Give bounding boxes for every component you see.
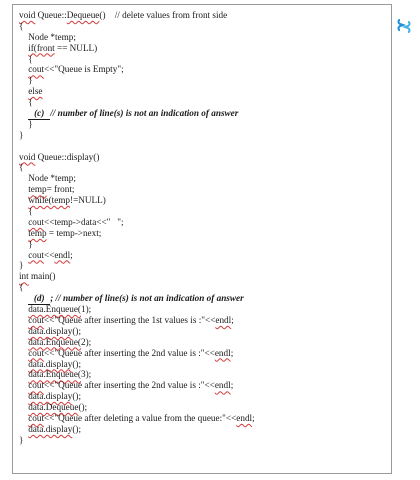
code-line — [19, 369, 391, 380]
code-token: << — [44, 249, 55, 260]
code-token — [19, 326, 28, 337]
code-token: endl — [54, 249, 71, 260]
code-token: <<"Queue after inserting the 2nd value is :"<< — [44, 347, 215, 358]
code-token: Node *temp; — [19, 173, 76, 184]
code-line — [19, 424, 391, 435]
code-token: <<"Queue after inserting the 1st values is :"<< — [44, 314, 216, 325]
code-token — [19, 413, 28, 424]
code-token — [19, 315, 28, 326]
code-line — [19, 413, 391, 424]
code-token — [19, 108, 28, 119]
code-token: data.Enqueue( — [28, 336, 81, 347]
code-line — [19, 217, 391, 228]
code-line — [19, 348, 391, 359]
code-line — [19, 130, 391, 141]
code-token: } — [19, 75, 33, 86]
code-token — [19, 217, 28, 228]
code-token: <<temp->data<<" "; — [44, 216, 124, 227]
code-token — [19, 348, 28, 359]
code-token: cout — [28, 412, 45, 423]
code-token: Queue::display() — [35, 151, 100, 162]
code-token: <<"Queue is Empty"; — [44, 64, 124, 75]
code-token: endl — [214, 347, 231, 358]
code-token: (); — [72, 358, 81, 369]
annotation-comment: ; // number of line(s) is not an indication of answer — [50, 293, 244, 304]
code-line — [19, 282, 391, 293]
code-line — [19, 304, 391, 315]
code-token: 3); — [81, 369, 92, 380]
code-line — [19, 141, 391, 152]
code-line — [19, 337, 391, 348]
code-token — [19, 195, 28, 206]
code-token: void — [19, 10, 36, 20]
code-token: cout — [28, 347, 45, 358]
code-token: cout — [28, 314, 45, 325]
code-token: { — [19, 282, 24, 293]
code-line — [19, 206, 391, 217]
code-line — [19, 184, 391, 195]
code-token: { — [19, 206, 33, 217]
answer-blank[interactable]: (d) — [28, 293, 50, 305]
code-token: = temp->next; — [46, 227, 102, 238]
code-token: cout — [28, 380, 45, 391]
code-token — [19, 424, 28, 435]
code-token: 1); — [81, 304, 92, 315]
code-token: !=NULL) — [70, 195, 106, 206]
code-token: 2); — [81, 336, 92, 347]
code-token — [19, 402, 28, 413]
code-token: cout — [28, 249, 45, 260]
code-token: temp — [28, 184, 47, 195]
code-token — [19, 228, 28, 239]
code-token: cout — [28, 216, 45, 227]
code-token: else — [28, 86, 43, 97]
code-token: data.display — [28, 423, 73, 434]
code-line — [19, 173, 391, 184]
code-token: if(front — [28, 42, 55, 53]
code-token: data.Enqueue( — [28, 304, 81, 315]
code-token: (); — [72, 391, 81, 402]
code-token: ; — [70, 249, 73, 260]
code-listing — [19, 10, 391, 446]
code-line — [19, 326, 391, 337]
code-token: (); — [78, 402, 88, 413]
code-token: == NULL) — [54, 42, 98, 53]
code-line — [19, 43, 391, 54]
code-line — [19, 54, 391, 65]
code-token: int — [19, 271, 29, 282]
code-line — [19, 359, 391, 370]
code-token — [19, 43, 28, 54]
code-token: endl — [215, 314, 232, 325]
code-token: { — [19, 20, 24, 31]
code-line — [19, 250, 391, 261]
code-token: ; — [230, 380, 234, 391]
code-token — [19, 380, 28, 391]
code-token: while(temp — [28, 195, 71, 206]
code-line — [19, 239, 391, 250]
code-token — [19, 293, 28, 304]
code-line — [19, 97, 391, 108]
code-token: } — [19, 238, 33, 249]
code-token: data.display — [28, 391, 73, 402]
copilot-icon-glyph — [397, 18, 411, 34]
code-token: <<"Queue after deleting a value from the queue:"<< — [44, 412, 237, 423]
code-line — [19, 271, 391, 282]
code-token: ; — [252, 412, 255, 423]
code-line — [19, 21, 391, 32]
code-line — [19, 260, 391, 271]
code-token: <<"Queue after inserting the 2nd value is :"<< — [44, 380, 215, 391]
code-token: Queue:: — [35, 10, 67, 20]
code-token: (); — [72, 325, 81, 336]
code-token: data.display — [28, 325, 73, 336]
code-line — [19, 228, 391, 239]
code-token: { — [19, 97, 33, 108]
code-token: main() — [28, 271, 56, 282]
annotation-comment: // number of line(s) is not an indication of answer — [50, 108, 239, 119]
code-line — [19, 391, 391, 402]
code-line — [19, 108, 391, 119]
code-line — [19, 435, 391, 446]
code-token — [19, 337, 28, 348]
code-line — [19, 152, 391, 163]
code-token: data.display — [28, 358, 73, 369]
code-line — [19, 380, 391, 391]
code-token: ; — [230, 347, 234, 358]
code-token: Dequeue — [66, 10, 100, 20]
code-line — [19, 32, 391, 43]
code-token — [19, 64, 28, 75]
code-token: data.Dequeue — [28, 402, 79, 413]
code-token — [19, 304, 28, 315]
code-token: = front; — [46, 184, 75, 195]
code-line — [19, 195, 391, 206]
code-token: (); — [72, 423, 81, 434]
code-token: () // delete values from front side — [99, 10, 228, 20]
answer-blank[interactable]: (c) — [28, 108, 50, 120]
code-token: endl — [214, 380, 231, 391]
code-line — [19, 293, 391, 304]
code-line — [19, 64, 391, 75]
code-token: } — [19, 260, 24, 271]
code-line — [19, 10, 391, 21]
code-token: { — [19, 53, 33, 64]
code-token — [19, 184, 28, 195]
code-token: Node *temp; — [19, 31, 76, 42]
code-token: } — [19, 129, 24, 140]
code-token: cout — [28, 64, 45, 75]
code-token: ; — [231, 314, 234, 325]
code-line — [19, 119, 391, 130]
code-line — [19, 315, 391, 326]
code-token: data.Enqueue( — [28, 369, 81, 380]
code-token — [19, 250, 28, 261]
code-token — [19, 391, 28, 402]
code-line — [19, 86, 391, 97]
copilot-icon[interactable] — [396, 16, 412, 36]
code-token: } — [19, 118, 33, 129]
code-token: endl — [236, 412, 253, 423]
code-token: void — [19, 151, 36, 162]
code-line — [19, 75, 391, 86]
code-token: { — [19, 162, 24, 173]
code-token — [19, 86, 28, 97]
code-line — [19, 402, 391, 413]
code-token: temp — [28, 227, 47, 238]
code-token: } — [19, 434, 24, 445]
code-token — [19, 359, 28, 370]
code-line — [19, 162, 391, 173]
code-token — [19, 369, 28, 380]
